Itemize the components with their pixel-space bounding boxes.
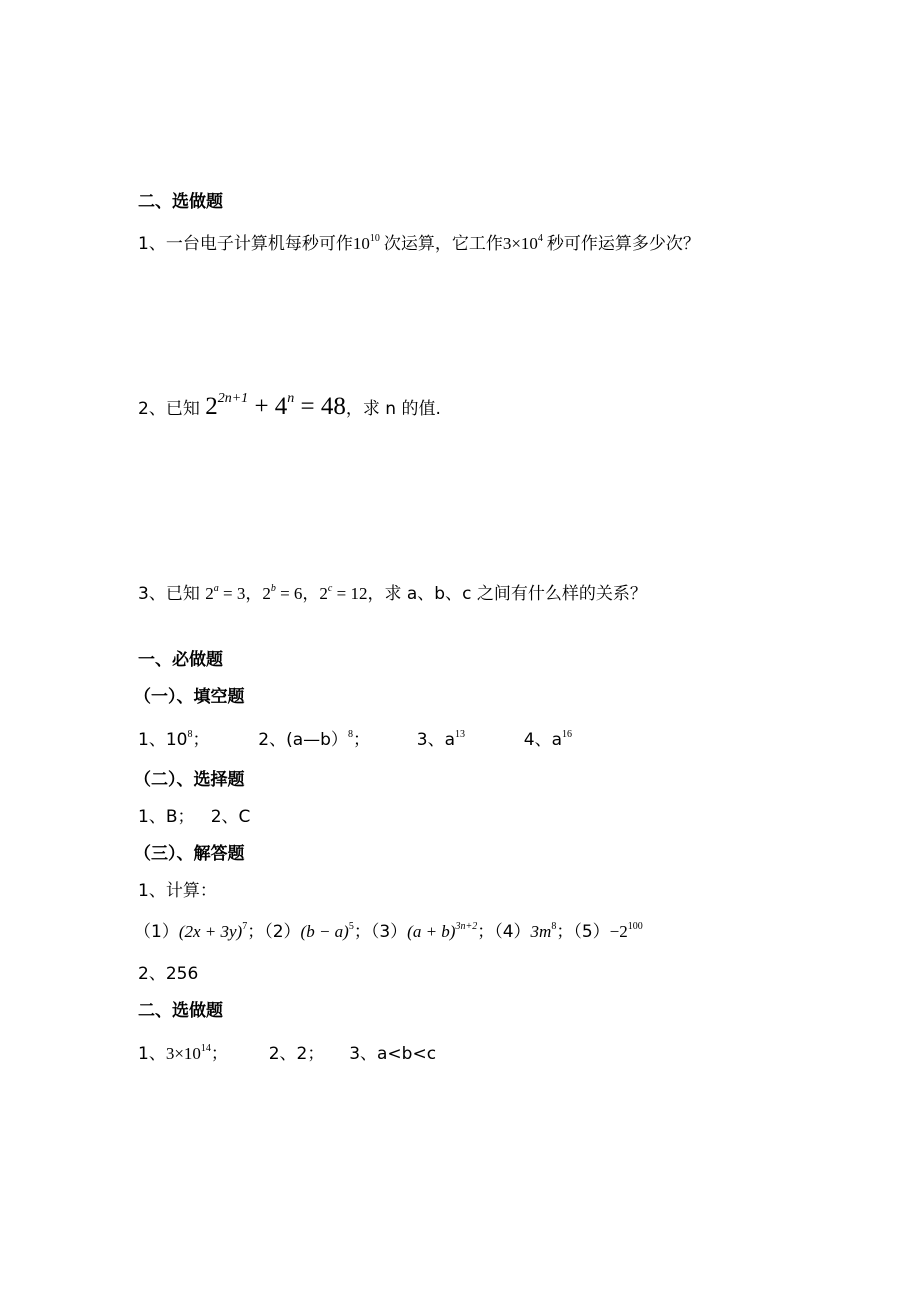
question-text: 已知 [165,584,200,604]
math-eq-a: 2$^a$ = 3 [205,583,246,603]
question-text: ，求 a、b、c 之间有什么样的关系？ [367,584,647,604]
question-text: 已知 [165,399,200,419]
section-heading-optional: 二、选做题 [138,192,223,212]
question-number: 2、 [138,399,166,419]
question-3: 3、已知 2$^a$ = 3，2$^b$ = 6，2$^c$ = 12，求 a、b、c 之间有什么样的关系？ [138,583,647,604]
math-power: $10^{10}$ [352,233,380,253]
answer-2: 2、256 [138,964,199,984]
answers-subheading-fill: （一）、填空题 [134,687,245,707]
question-number: 1、 [138,234,166,254]
question-text: 秒可作运算多少次？ [546,234,700,254]
answers-heading-optional: 二、选做题 [138,1001,223,1021]
question-2 [138,392,441,424]
answers-subheading-choice: （二）、选择题 [134,770,245,790]
math-scientific: $3\times 10^4$ [502,233,543,253]
math-equation: $2^{2n+1} + 4^n = 48$ [205,391,346,420]
question-1 [138,232,700,256]
calc-label: 1、计算： [138,881,217,901]
question-text: ，求 n 的值. [345,399,441,419]
answers-subheading-solve: （三）、解答题 [134,844,245,864]
math-eq-b: 2$^b$ = 6 [262,583,303,603]
fill-answers: 1、$10^8$； 2、(a—b）$^8$； 3、$a^{13}$ 4、$a^{16}$ [138,729,573,750]
math-eq-c: 2$^c$ = 12 [319,583,368,603]
calc-answers: $(1)(2x + 3y)^7$；$(2)(b - a)^5$；$(3)(a + b)^{3n+2}$；$(4)3m^8$；$(5)-2^{100}$ [134,921,643,942]
answers-heading-required: 一、必做题 [138,650,223,670]
choice-answers: 1、B； 2、C [138,807,251,827]
question-text: 一台电子计算机每秒可作 [165,234,353,254]
final-answers: 1、$3\times 10^{14}$； 2、2； 3、a<b<c [138,1043,437,1064]
question-text: 次运算，它工作 [383,234,503,254]
question-number: 3、 [138,584,166,604]
